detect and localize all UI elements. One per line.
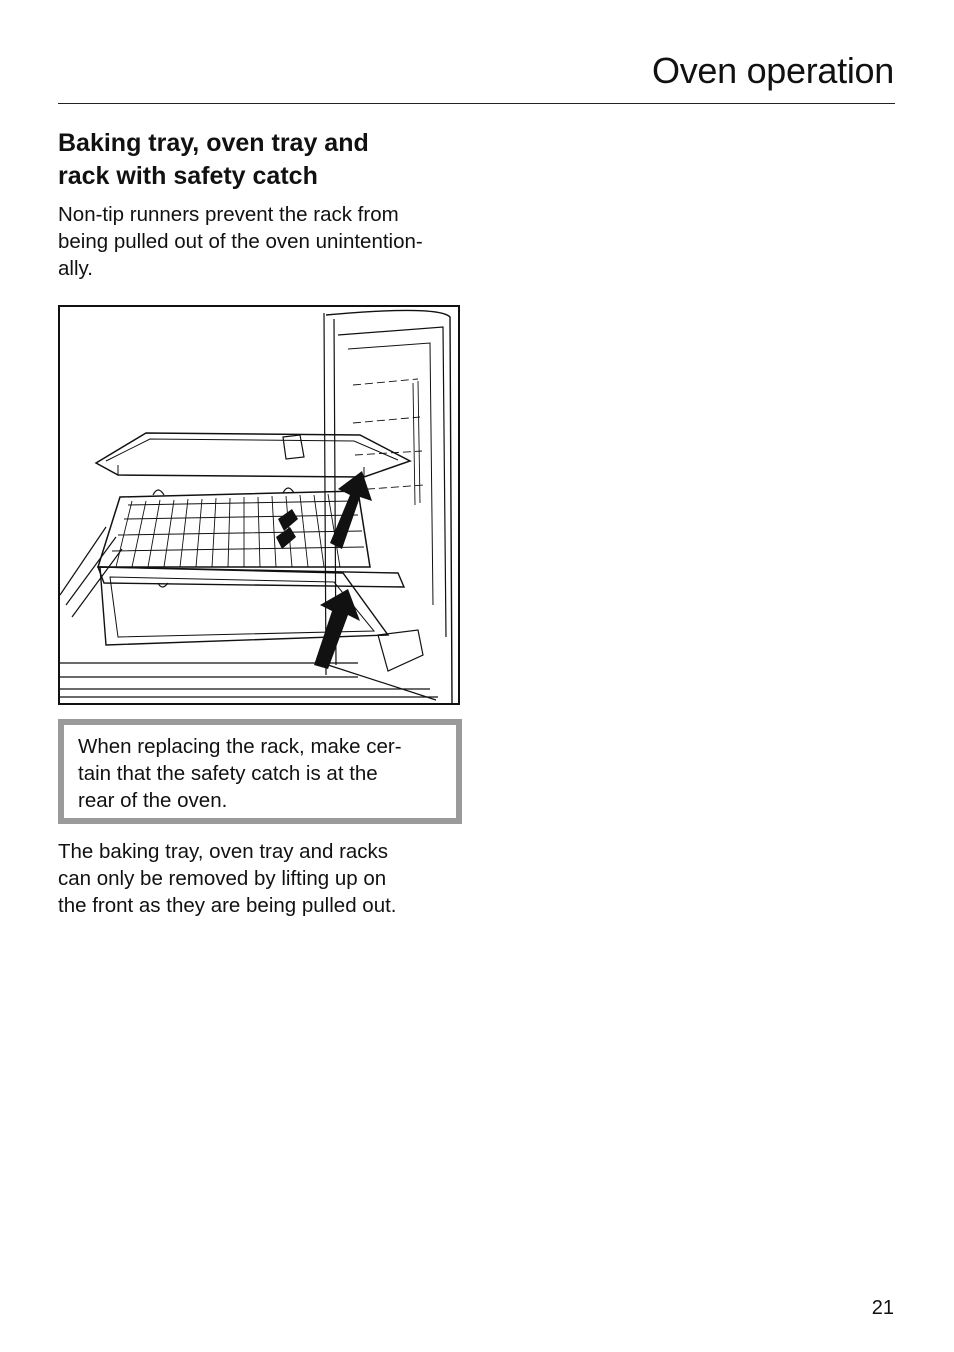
removal-paragraph [58,838,478,919]
page-number: 21 [871,1297,894,1319]
note-line-2: tain that the safety catch is at the [78,762,378,785]
intro-line-3: ally. [58,257,93,280]
intro-line-2: being pulled out of the oven unintention- [58,230,423,253]
safety-note-box [58,719,462,824]
note-line-3: rear of the oven. [78,789,228,812]
body-line-1: The baking tray, oven tray and racks [58,840,389,863]
section-heading-line-1: Baking tray, oven tray and [58,129,369,157]
page-header-title: Oven operation [652,50,894,91]
oven-rack-illustration [58,305,460,707]
body-line-2: can only be removed by lifting up on [58,867,387,890]
note-line-1: When replacing the rack, make cer- [78,735,402,758]
intro-line-1: Non-tip runners prevent the rack from [58,203,399,226]
body-line-3: the front as they are being pulled out. [58,894,397,917]
section-heading-line-2: rack with safety catch [58,162,318,190]
section-heading [58,127,478,193]
header-divider [58,103,895,104]
safety-note-text [78,733,402,814]
intro-paragraph [58,201,478,282]
